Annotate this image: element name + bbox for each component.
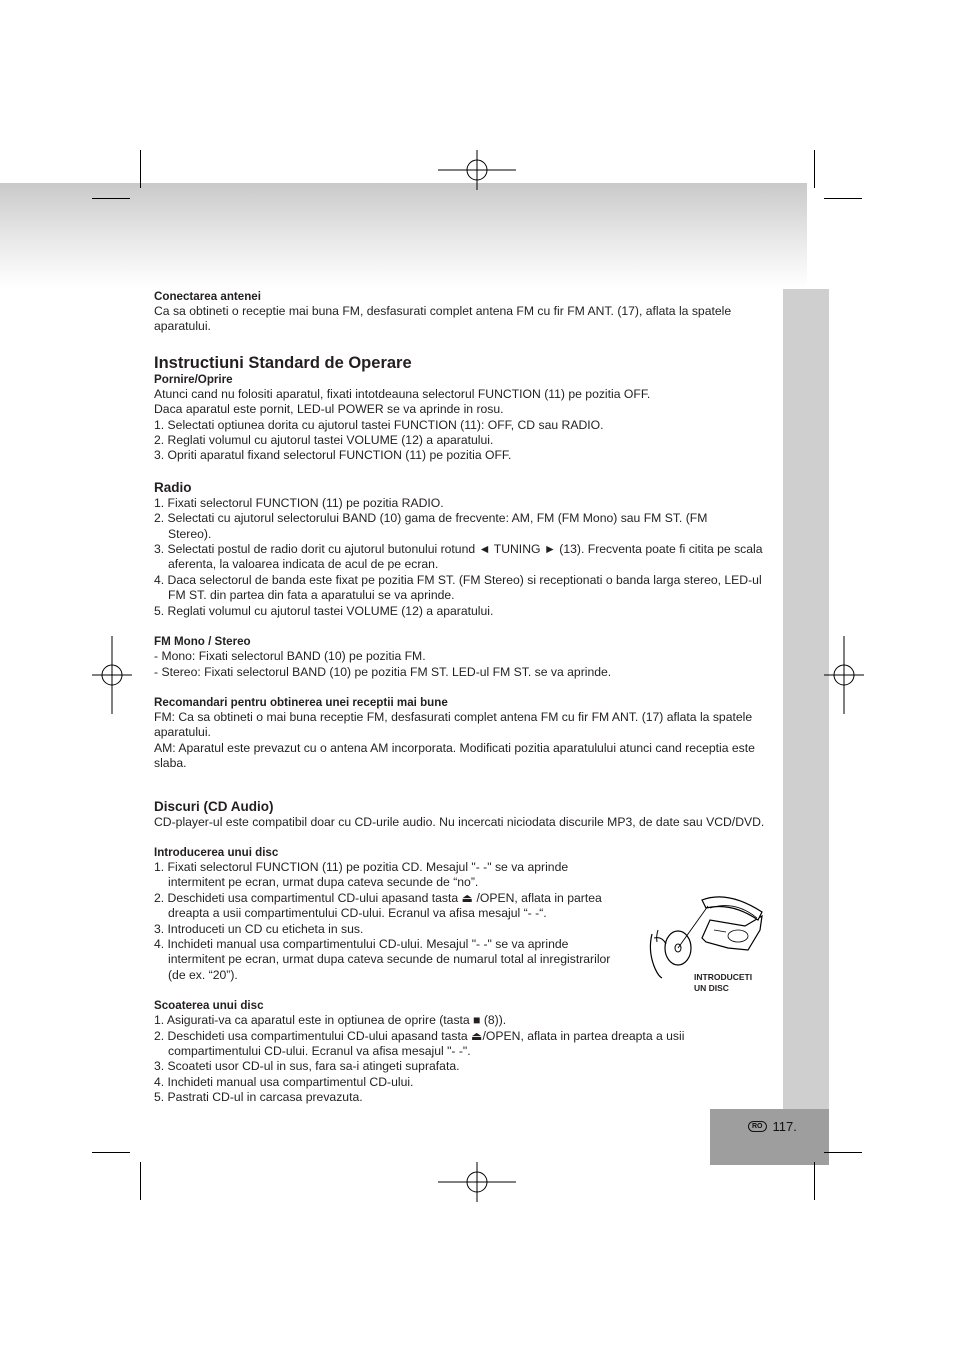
cd-title: Discuri (CD Audio) <box>154 798 274 814</box>
power-heading: Pornire/Oprire <box>154 372 233 386</box>
power-line: 2. Reglati volumul cu ajutorul tastei VOLUME (12) a aparatului. <box>154 433 494 448</box>
illustration-caption-line: UN DISC <box>694 983 729 993</box>
cd-insert-illustration <box>640 890 765 980</box>
insert-step: 4. Inchideti manual usa compartimentului CD-ului. Mesajul "- -" se va aprinde intermitent pe ecran, urmat dupa cateva secunde de numarul total al inregistrarilor (de ex. “20”). <box>154 936 611 982</box>
remove-step: 5. Pastrati CD-ul in carcasa prevazuta. <box>154 1090 363 1105</box>
registration-mark-right <box>824 636 864 714</box>
remove-step: 2. Deschideti usa compartimentului CD-ului apasand tasta ⏏/OPEN, aflata in partea dreapta a usii compartimentului CD-ului. Ecranul va afisa mesajul "- -". <box>154 1028 685 1058</box>
antenna-text: Ca sa obtineti o receptie mai buna FM, desfasurati complet antena FM cu fir FM ANT. (17), aflata la spatele aparatului. <box>154 304 732 334</box>
operation-title: Instructiuni Standard de Operare <box>154 353 412 372</box>
page-number <box>748 1119 797 1134</box>
power-line: Daca aparatul este pornit, LED-ul POWER se va aprinde in rosu. <box>154 402 504 417</box>
registration-mark-left <box>92 636 132 714</box>
registration-mark-top <box>438 150 516 190</box>
reception-line: AM: Aparatul este prevazut cu o antena AM incorporata. Modificati pozitia aparatulului atunci cand receptia este slaba. <box>154 740 755 771</box>
power-line: Atunci cand nu folositi aparatul, fixati intotdeauna selectorul FUNCTION (11) pe pozitia OFF. <box>154 386 651 401</box>
mono-stereo-heading: FM Mono / Stereo <box>154 635 251 649</box>
power-line: 3. Opriti aparatul fixand selectorul FUNCTION (11) pe pozitia OFF. <box>154 448 512 463</box>
insert-step: 3. Introduceti un CD cu eticheta in sus. <box>154 921 364 936</box>
crop-mark <box>824 198 862 199</box>
remove-heading: Scoaterea unui disc <box>154 999 264 1013</box>
radio-step: 2. Selectati cu ajutorul selectorului BAND (10) gama de frecvente: AM, FM (FM Mono) sau FM ST. (FM Stereo). <box>154 511 708 541</box>
illustration-caption-line: INTRODUCETI <box>694 972 753 982</box>
crop-mark <box>814 1162 815 1200</box>
power-line: 1. Selectati optiunea dorita cu ajutorul tastei FUNCTION (11): OFF, CD sau RADIO. <box>154 417 604 432</box>
reception-line: FM: Ca sa obtineti o mai buna receptie FM, desfasurati complet antena FM cu fir FM ANT. (17) aflata la spatele aparatului. <box>154 709 753 740</box>
reception-heading: Recomandari pentru obtinerea unei receptii mai bune <box>154 695 448 709</box>
page-number-text: 117. <box>772 1119 797 1134</box>
illustration-caption <box>694 972 752 994</box>
crop-mark <box>140 150 141 188</box>
remove-step: 3. Scoateti usor CD-ul in sus, fara sa-i atingeti suprafata. <box>154 1059 460 1074</box>
language-badge: RO <box>748 1121 767 1132</box>
remove-step: 1. Asigurati-va ca aparatul este in optiunea de oprire (tasta ■ (8)). <box>154 1013 507 1028</box>
cd-intro: CD-player-ul este compatibil doar cu CD-urile audio. Nu incercati niciodata discurile MP3, de date sau VCD/DVD. <box>154 814 765 829</box>
crop-mark <box>140 1162 141 1200</box>
remove-step: 4. Inchideti manual usa compartimentul CD-ului. <box>154 1074 414 1089</box>
radio-step: 1. Fixati selectorul FUNCTION (11) pe pozitia RADIO. <box>154 495 444 510</box>
page-number-box <box>710 1109 829 1165</box>
radio-title: Radio <box>154 479 192 495</box>
antenna-heading: Conectarea antenei <box>154 290 261 303</box>
insert-heading: Introducerea unui disc <box>154 845 279 859</box>
page-content <box>154 289 766 1106</box>
radio-step: 3. Selectati postul de radio dorit cu ajutorul butonului rotund ◄ TUNING ► (13). Frecventa poate fi citita pe scala aferenta, la valoarea indicata de acul de pe ecran. <box>154 542 763 572</box>
radio-step: 4. Daca selectorul de banda este fixat pe pozitia FM ST. (FM Stereo) si receptionati o banda larga stereo, LED-ul FM ST. din partea din fata a aparatului se va aprinde. <box>154 572 762 603</box>
mono-stereo-line: - Stereo: Fixati selectorul BAND (10) pe pozitia FM ST. LED-ul FM ST. se va aprinde. <box>154 664 612 679</box>
side-tab <box>783 289 829 1109</box>
insert-step: 1. Fixati selectorul FUNCTION (11) pe pozitia CD. Mesajul "- -" se va aprinde intermitent pe ecran, urmat dupa cateva secunde de “no”. <box>154 859 569 890</box>
crop-mark <box>814 150 815 188</box>
mono-stereo-line: - Mono: Fixati selectorul BAND (10) pe pozitia FM. <box>154 649 426 664</box>
crop-mark <box>92 1152 130 1153</box>
radio-step: 5. Reglati volumul cu ajutorul tastei VOLUME (12) a aparatului. <box>154 603 494 618</box>
registration-mark-bottom <box>438 1162 516 1202</box>
crop-mark <box>824 1152 862 1153</box>
insert-step: 2. Deschideti usa compartimentul CD-ului apasand tasta ⏏ /OPEN, aflata in partea dreapta a usii compartimentului CD-ului. Ecranul va afisa mesajul “- -“. <box>154 890 602 921</box>
crop-mark <box>92 198 130 199</box>
